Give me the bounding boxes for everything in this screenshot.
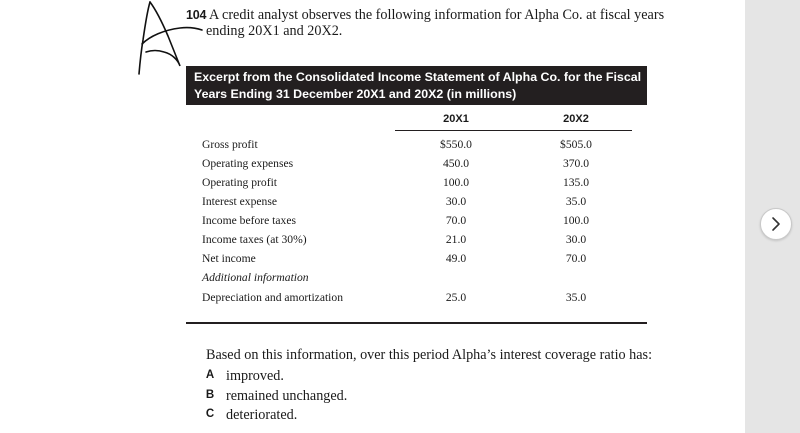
cell-20x1: 49.0 (445, 252, 467, 265)
header-rule (395, 130, 632, 131)
option-text: remained unchanged. (226, 388, 348, 404)
table-bottom-rule (186, 322, 647, 324)
question-stem: Based on this information, over this period Alpha’s interest coverage ratio has: (206, 347, 653, 363)
row-label: Income before taxes (202, 214, 296, 227)
cell-20x2: $505.0 (560, 138, 592, 151)
cell-20x2: 135.0 (562, 176, 590, 189)
question-text-1: A credit analyst observes the following information for Alpha Co. at fiscal years (209, 7, 665, 23)
cell-20x1: 21.0 (445, 233, 467, 246)
next-page-button[interactable] (760, 208, 792, 240)
option-letter: C (205, 408, 215, 420)
option-text: deteriorated. (226, 407, 298, 423)
table-title (186, 66, 647, 105)
column-header-20x2: 20X2 (563, 113, 589, 125)
question-text-2: ending 20X1 and 20X2. (206, 23, 343, 39)
row-label: Operating expenses (202, 157, 294, 170)
cell-20x1: 25.0 (445, 291, 467, 304)
cell-20x2: 370.0 (562, 157, 590, 170)
option-text: improved. (226, 368, 284, 384)
column-header-20x1: 20X1 (443, 113, 469, 125)
cell-20x1: 450.0 (442, 157, 470, 170)
cell-20x2: 35.0 (565, 291, 587, 304)
option-letter: B (205, 389, 215, 401)
cell-20x2: 100.0 (562, 214, 590, 227)
cell-20x2: 35.0 (565, 195, 587, 208)
row-label: Gross profit (202, 138, 258, 151)
table-title-line-1: Excerpt from the Consolidated Income Statement of Alpha Co. for the Fiscal (194, 70, 642, 84)
question-line-1 (186, 7, 664, 23)
row-label: Operating profit (202, 176, 278, 189)
cell-20x1: $550.0 (440, 138, 472, 151)
table-title-line-2: Years Ending 31 December 20X1 and 20X2 (in millions) (194, 86, 517, 101)
question-number: 104 (186, 8, 207, 22)
chevron-right-icon (769, 216, 783, 232)
cell-20x1: 70.0 (445, 214, 467, 227)
cell-20x2: 30.0 (565, 233, 587, 246)
cell-20x2: 70.0 (565, 252, 587, 265)
row-label: Net income (202, 252, 256, 265)
option-letter: A (205, 369, 215, 381)
row-label-section: Additional information (202, 271, 309, 284)
row-label: Depreciation and amortization (202, 291, 343, 304)
row-label: Interest expense (202, 195, 278, 208)
cell-20x1: 30.0 (445, 195, 467, 208)
row-label: Income taxes (at 30%) (202, 233, 307, 246)
cell-20x1: 100.0 (442, 176, 470, 189)
